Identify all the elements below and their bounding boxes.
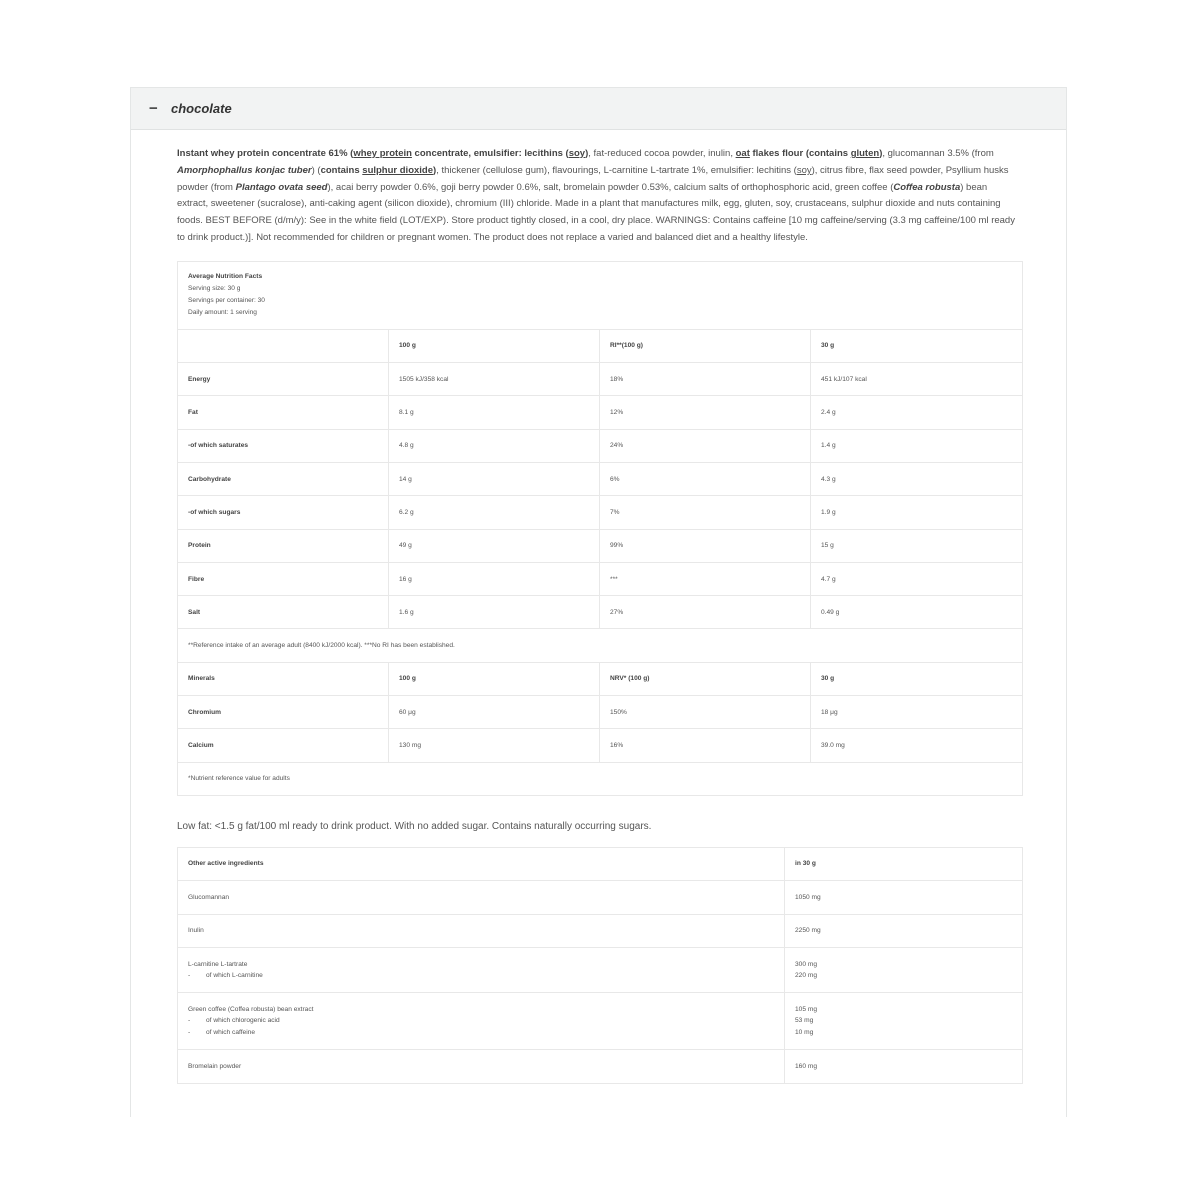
table-row bbox=[178, 429, 1023, 462]
nutrient-value: 49 g bbox=[389, 529, 600, 562]
ingredient-name: L-carnitine L-tartrate bbox=[188, 960, 248, 968]
footnote-row bbox=[178, 629, 1023, 662]
nutrition-columns-row bbox=[178, 329, 1023, 362]
nutrient-value: 7% bbox=[600, 496, 811, 529]
nutrient-name: Carbohydrate bbox=[178, 462, 389, 495]
nutrient-value: 99% bbox=[600, 529, 811, 562]
nutrient-value: 8.1 g bbox=[389, 396, 600, 429]
nutrition-table bbox=[177, 261, 1023, 796]
column-header: 100 g bbox=[389, 662, 600, 695]
nutrient-value: 4.8 g bbox=[389, 429, 600, 462]
ingredient-name-cell bbox=[178, 993, 785, 1050]
nutrient-value: 0.49 g bbox=[811, 596, 1023, 629]
ingredient-name: Green coffee (Coffea robusta) bean extract bbox=[188, 1005, 314, 1013]
mineral-value: 60 μg bbox=[389, 696, 600, 729]
column-header: NRV* (100 g) bbox=[600, 662, 811, 695]
ingredient-amount: 105 mg bbox=[795, 1005, 817, 1013]
mineral-value: 130 mg bbox=[389, 729, 600, 762]
ingredient-sub: - of which L-carnitine bbox=[188, 972, 263, 980]
nutrient-value: *** bbox=[600, 562, 811, 595]
nutrient-value: 4.3 g bbox=[811, 462, 1023, 495]
mineral-value: 150% bbox=[600, 696, 811, 729]
nutrient-value: 18% bbox=[600, 363, 811, 396]
column-header: Minerals bbox=[178, 662, 389, 695]
table-row bbox=[178, 496, 1023, 529]
nutrient-value: 1.4 g bbox=[811, 429, 1023, 462]
ingredient-amount: 53 mg bbox=[795, 1017, 814, 1025]
ingredient-name: Inulin bbox=[178, 914, 785, 947]
column-header: RI**(100 g) bbox=[600, 329, 811, 362]
ingredient-amount-cell bbox=[785, 948, 1023, 993]
minerals-columns-row bbox=[178, 662, 1023, 695]
ingredient-amount: 220 mg bbox=[795, 972, 817, 980]
nutrition-header-row bbox=[178, 261, 1023, 329]
mineral-name: Chromium bbox=[178, 696, 389, 729]
nutrient-value: 27% bbox=[600, 596, 811, 629]
nutrient-value: 6.2 g bbox=[389, 496, 600, 529]
ingredient-name-cell bbox=[178, 948, 785, 993]
nutrient-value: 14 g bbox=[389, 462, 600, 495]
table-row bbox=[178, 881, 1023, 914]
table-row bbox=[178, 729, 1023, 762]
table-row bbox=[178, 948, 1023, 993]
nutrient-value: 15 g bbox=[811, 529, 1023, 562]
nutrient-value: 1505 kJ/358 kcal bbox=[389, 363, 600, 396]
ingredient-sub: - of which chlorogenic acid bbox=[188, 1017, 280, 1025]
column-header: 30 g bbox=[811, 662, 1023, 695]
column-header: 30 g bbox=[811, 329, 1023, 362]
ingredient-amount: 2250 mg bbox=[785, 914, 1023, 947]
footnote-row bbox=[178, 762, 1023, 795]
column-header: in 30 g bbox=[785, 847, 1023, 880]
table-row bbox=[178, 529, 1023, 562]
daily-amount: Daily amount: 1 serving bbox=[188, 309, 257, 317]
nutrient-value: 1.9 g bbox=[811, 496, 1023, 529]
accordion-title: chocolate bbox=[171, 101, 232, 116]
collapse-icon[interactable]: − bbox=[149, 100, 158, 117]
accordion-header[interactable] bbox=[131, 88, 1066, 130]
nutrient-value: 16 g bbox=[389, 562, 600, 595]
ingredients-text: Instant whey protein concentrate 61% (whey protein concentrate, emulsifier: lecithins (soy), fat-reduced cocoa powder, inulin, oat flakes flour (contains gluten), glucomannan 3.5% (from Amorphophallus konjac tuber) (contains sulphur dioxide), thickener (cellulose gum), flavourings, L-carnitine L-tartrate 1%, emulsifier: lechitins (soy), citrus fibre, flax seed powder, Psyllium husks powder (from Plantago ovata seed), acai berry powder 0.6%, goji berry powder 0.6%, salt, bromelain powder 0.53%, calcium salts of orthophosphoric acid, green coffee (Coffea robusta) bean extract, sweetener (sucralose), anti-caking agent (silicon dioxide), chromium (III) chloride. Made in a plant that manufactures milk, egg, gluten, soy, crustaceans, sulphur dioxide and nuts containing foods. BEST BEFORE (d/m/y): See in the white field (LOT/EXP). Store product tightly closed, in a cool, dry place. WARNINGS: Contains caffeine [10 mg caffeine/serving (3.3 mg caffeine/100 ml ready to drink product.)]. Not recommended for children or pregnant women. The product does not replace a varied and balanced diet and a healthy lifestyle. bbox=[177, 148, 1015, 243]
ingredient-sub: - of which caffeine bbox=[188, 1028, 255, 1036]
table-row bbox=[178, 396, 1023, 429]
ingredient-amount: 300 mg bbox=[795, 960, 817, 968]
accordion-content bbox=[131, 146, 1066, 1084]
nutrient-name: Fibre bbox=[178, 562, 389, 595]
column-header: Other active ingredients bbox=[178, 847, 785, 880]
table-row bbox=[178, 363, 1023, 396]
ingredient-amount: 160 mg bbox=[785, 1050, 1023, 1083]
nutrient-value: 451 kJ/107 kcal bbox=[811, 363, 1023, 396]
column-header bbox=[178, 329, 389, 362]
nutrient-name: -of which saturates bbox=[178, 429, 389, 462]
nrv-footnote: *Nutrient reference value for adults bbox=[178, 762, 1023, 795]
nutrient-value: 12% bbox=[600, 396, 811, 429]
table-row bbox=[178, 462, 1023, 495]
ingredient-name: Glucomannan bbox=[178, 881, 785, 914]
ingredient-amount: 10 mg bbox=[795, 1028, 814, 1036]
table-row bbox=[178, 993, 1023, 1050]
nutrient-name: Fat bbox=[178, 396, 389, 429]
servings-per-container: Servings per container: 30 bbox=[188, 297, 265, 305]
nutrient-value: 2.4 g bbox=[811, 396, 1023, 429]
mineral-value: 16% bbox=[600, 729, 811, 762]
nutrient-name: Protein bbox=[178, 529, 389, 562]
ingredient-amount: 1050 mg bbox=[785, 881, 1023, 914]
other-columns-row bbox=[178, 847, 1023, 880]
table-row bbox=[178, 1050, 1023, 1083]
nutrient-value: 24% bbox=[600, 429, 811, 462]
table-row bbox=[178, 562, 1023, 595]
nutrient-value: 1.6 g bbox=[389, 596, 600, 629]
table-row bbox=[178, 596, 1023, 629]
serving-size: Serving size: 30 g bbox=[188, 285, 241, 293]
nutrient-value: 6% bbox=[600, 462, 811, 495]
mineral-name: Calcium bbox=[178, 729, 389, 762]
table-row bbox=[178, 696, 1023, 729]
nutrient-name: -of which sugars bbox=[178, 496, 389, 529]
other-ingredients-table bbox=[177, 847, 1023, 1084]
low-fat-note: Low fat: <1.5 g fat/100 ml ready to drink product. With no added sugar. Contains naturally occurring sugars. bbox=[177, 820, 652, 832]
column-header: 100 g bbox=[389, 329, 600, 362]
mineral-value: 18 μg bbox=[811, 696, 1023, 729]
nutrition-title: Average Nutrition Facts bbox=[188, 273, 263, 281]
nutrient-value: 4.7 g bbox=[811, 562, 1023, 595]
nutrient-name: Salt bbox=[178, 596, 389, 629]
ingredient-amount-cell bbox=[785, 993, 1023, 1050]
nutrition-header-cell bbox=[178, 261, 1023, 329]
ingredient-name: Bromelain powder bbox=[178, 1050, 785, 1083]
mineral-value: 39.0 mg bbox=[811, 729, 1023, 762]
reference-intake-footnote: **Reference intake of an average adult (8400 kJ/2000 kcal). ***No RI has been established. bbox=[178, 629, 1023, 662]
table-row bbox=[178, 914, 1023, 947]
nutrient-name: Energy bbox=[178, 363, 389, 396]
accordion-panel bbox=[130, 87, 1067, 1117]
